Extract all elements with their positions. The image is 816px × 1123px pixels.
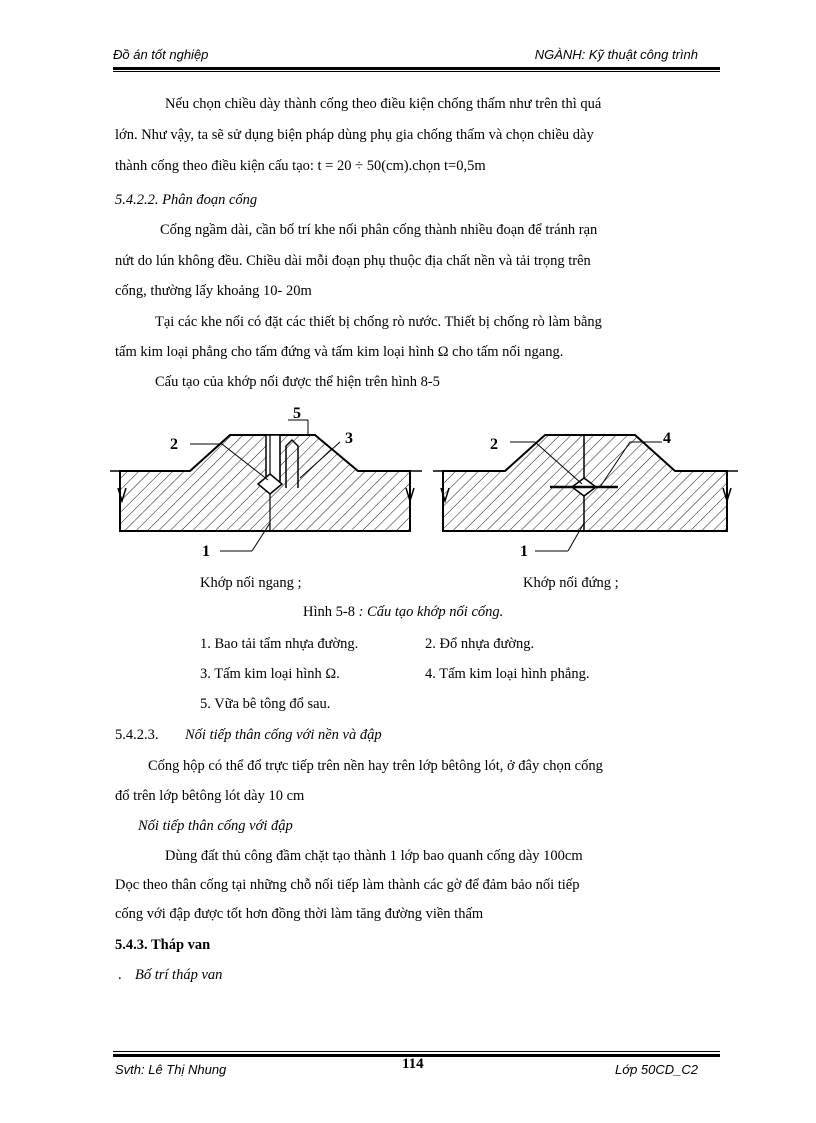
legend-item-1: 1. Bao tải tẩm nhựa đường. (200, 636, 359, 652)
figure-title-prefix: Hình 5-8 (303, 604, 355, 620)
label-2-right: 2 (490, 436, 498, 453)
para5-line2: đổ trên lớp bêtông lót dày 10 cm (115, 788, 305, 804)
footer-right: Lớp 50CD_C2 (614, 1062, 698, 1077)
para2-line3: cống, thường lấy khoảng 10- 20m (115, 283, 312, 299)
legend-item-4: 4. Tấm kim loại hình phẳng. (425, 666, 590, 682)
para1-line1: Nếu chọn chiều dày thành cống theo điều kiện chống thấm như trên thì quá (165, 96, 602, 112)
horizontal-joint-drawing (110, 420, 422, 551)
legend-item-2: 2. Đổ nhựa đường. (425, 636, 535, 652)
subheading-noi-tiep: Nối tiếp thân cống với đập (138, 818, 293, 834)
page-number: 114 (402, 1056, 424, 1072)
legend-item-3: 3. Tấm kim loại hình Ω. (200, 666, 340, 682)
label-3: 3 (345, 430, 353, 447)
para7-line1: Dọc theo thân cống tại những chỗ nối tiếp làm thành các gờ để đảm bảo nối tiếp (115, 877, 580, 893)
header-rule-thin (113, 71, 720, 72)
footer-left: Svth: Lê Thị Nhung (115, 1062, 227, 1077)
label-4: 4 (663, 430, 671, 447)
heading-543: 5.4.3. Tháp van (115, 937, 211, 953)
joint-figure (110, 398, 740, 566)
label-2-left: 2 (170, 436, 178, 453)
figure-title (303, 604, 503, 621)
header-rule (113, 67, 720, 70)
footer-rule-thin (113, 1051, 720, 1052)
para1-line2: lớn. Như vậy, ta sẽ sử dụng biện pháp dùng phụ gia chống thấm và chọn chiều dày (115, 127, 594, 143)
para6: Dùng đất thủ công đầm chặt tạo thành 1 lớp bao quanh cống dày 100cm (165, 848, 583, 864)
caption-right: Khớp nối đứng ; (523, 575, 619, 591)
para3-line2: tấm kim loại phẳng cho tấm đứng và tấm kim loại hình Ω cho tấm nối ngang. (115, 344, 564, 360)
vertical-joint-drawing (433, 435, 738, 551)
heading-5423-title: Nối tiếp thân cống với nền và đập (185, 727, 382, 743)
caption-left: Khớp nối ngang ; (200, 575, 302, 591)
para2-line1: Cống ngầm dài, cần bố trí khe nối phân cống thành nhiều đoạn để tránh rạn (160, 222, 598, 238)
label-1-right: 1 (520, 543, 528, 560)
subheading-bo-tri: Bố trí tháp van (135, 967, 223, 983)
para5-line1: Cống hộp có thể đổ trực tiếp trên nền hay trên lớp bêtông lót, ở đây chọn cống (148, 758, 603, 774)
para3-line1: Tại các khe nối có đặt các thiết bị chống rò nước. Thiết bị chống rò làm bằng (155, 314, 602, 330)
para1-line3: thành cống theo điều kiện cấu tạo: t = 20 ÷ 50(cm).chọn t=0,5m (115, 158, 486, 174)
bullet-dot: . (118, 967, 122, 983)
label-5: 5 (293, 405, 301, 422)
header-right: NGÀNH: Kỹ thuật công trình (534, 47, 698, 62)
para4: Cấu tạo của khớp nối được thể hiện trên hình 8-5 (155, 374, 440, 390)
figure-title-text: : Cấu tạo khớp nối cống. (354, 604, 504, 620)
heading-5423-number: 5.4.2.3. (115, 727, 159, 743)
label-1-left: 1 (202, 543, 210, 560)
para2-line2: nứt do lún không đều. Chiều dài mỗi đoạn phụ thuộc địa chất nền và tải trọng trên (115, 253, 591, 269)
legend-item-5: 5. Vữa bê tông đổ sau. (200, 696, 331, 712)
para7-line2: cống với đập được tốt hơn đồng thời làm tăng đường viền thấm (115, 906, 484, 922)
heading-5422: 5.4.2.2. Phân đoạn cống (115, 192, 258, 208)
header-left: Đồ án tốt nghiệp (113, 47, 209, 62)
